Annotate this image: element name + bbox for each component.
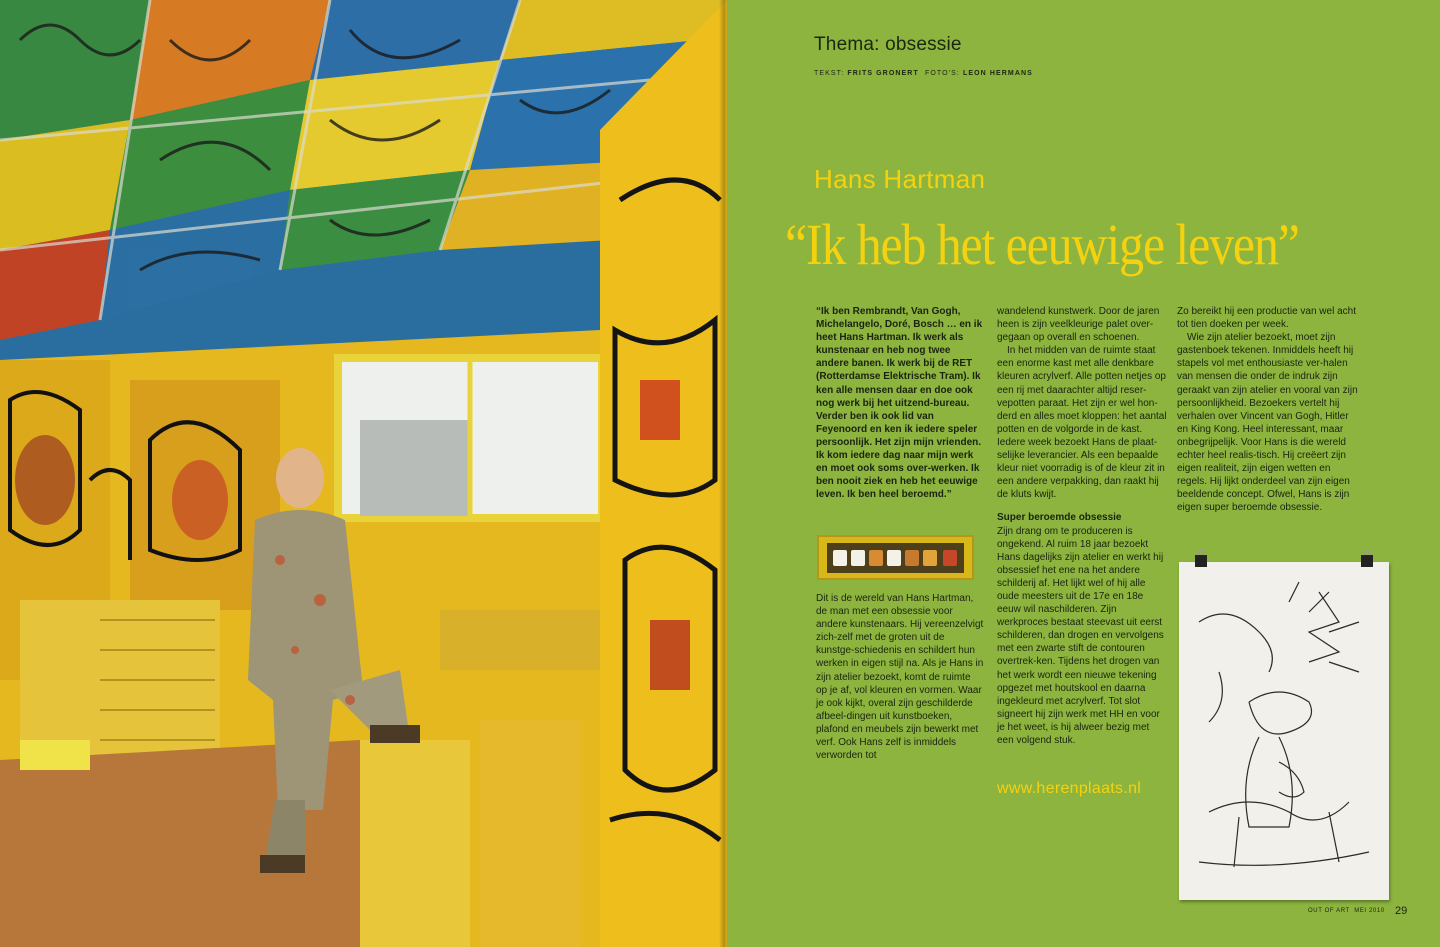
paragraph: wandelend kunstwerk. Door de jaren heen is zijn veelkleurige palet over-gegaan op overall en schoenen. bbox=[997, 306, 1160, 344]
byline-text-label: TEKST: bbox=[814, 70, 845, 77]
mug bbox=[833, 550, 847, 566]
issue-date: MEI 2010 bbox=[1354, 908, 1385, 914]
byline-photographer: LEON HERMANS bbox=[962, 70, 1033, 77]
byline-author: FRITS GRONERT bbox=[847, 70, 919, 77]
byline bbox=[814, 70, 1033, 77]
mug bbox=[905, 550, 919, 566]
mug bbox=[923, 550, 937, 566]
column-2 bbox=[997, 305, 1167, 747]
mug bbox=[887, 550, 901, 566]
headline: “Ik heb het eeuwige leven” bbox=[785, 212, 1299, 277]
paragraph: Wie zijn atelier bezoekt, moet zijn gastenboek tekenen. Inmiddels heeft hij stapels vol met enthousiaste ver-halen van mensen die onder de indruk zijn geraakt van zijn atelier en vooral van zijn persoonlijkheid. Bezoekers vertelt hij verhalen over Vincent van Gogh, Hitler en King Kong. Heel interessant, maar onbegrijpelijk. Voor Hans is die wereld echter heel realis-tisch. Hij creëert zijn eigen realiteit, zijn eigen wetten en regels. Hij lijkt onderdeel van zijn eigen beeldende concept. Ofwel, Hans is zijn eigen super beroemde obsessie. bbox=[1177, 332, 1358, 514]
intro-quote bbox=[816, 305, 984, 501]
page-number: 29 bbox=[1395, 905, 1408, 917]
mugs-shelf-photo bbox=[817, 535, 974, 580]
paragraph: Zijn drang om te produceren is ongekend. Al ruim 18 jaar bezoekt Hans dagelijks zijn atelier en werkt hij obsessief het ene na het andere schilderij af. Het lijkt wel of hij alle oude meesters uit de 17e en 18e eeuw wil naschilderen. Zijn werkproces bestaat steevast uit eerst schilderen, dan drogen en vervolgens met een zwarte stift de contouren overtrek-ken. Tijdens het drogen van het werk wordt een nieuwe tekening opgezet met houtskool en daarna ingekleurd met acrylverf. Tot slot signeert hij zijn werk met HH en voor je het weet, is hij alweer bezig met een volgend stuk. bbox=[997, 525, 1164, 746]
shelf-recess bbox=[827, 543, 964, 573]
mug bbox=[851, 550, 865, 566]
footer-magazine bbox=[1308, 908, 1385, 914]
paragraph: Dit is de wereld van Hans Hartman, de man met een obsessie voor andere kunstenaars. Hij vereenzelvigt zich-zelf met de groten uit de kunstge-schiedenis en schildert hun werken in eigen stijl na. Als je Hans in zijn atelier bezoekt, komt de ruimte op je af, vol kleuren en vormen. Waar je ook kijkt, overal zijn geschilderde afbeel-dingen uit kunstboeken, plafond en meubels zijn bewerkt met verf. Ook Hans zelf is inmiddels verworden tot bbox=[816, 593, 984, 762]
article-page bbox=[727, 0, 1440, 947]
mug bbox=[869, 550, 883, 566]
subheading: Super beroemde obsessie bbox=[997, 512, 1122, 524]
sketch-lines bbox=[1179, 562, 1389, 900]
binder-clip-icon bbox=[1359, 549, 1375, 567]
binder-clip-icon bbox=[1193, 549, 1209, 567]
paragraph: Zo bereikt hij een productie van wel acht tot tien doeken per week. bbox=[1177, 306, 1356, 331]
sketch-drawing-photo bbox=[1179, 562, 1389, 900]
intro-quote-text: “Ik ben Rembrandt, Van Gogh, Michelangelo, Doré, Bosch … en ik heet Hans Hartman. Ik werk als kunstenaar en heb nog twee andere banen. Ik werk bij de RET (Rotterdamse Elektrische Tram). Ik ken alle mensen daar en doe ook nog werk bij het uitzend-bureau. Verder ben ik ook lid van Feyenoord en ken ik iedere speler persoonlijk. Het zijn mijn vrienden. Ik kom iedere dag naar mijn werk en moet ook soms over-werken. Ik ben nooit ziek en heb het eeuwige leven. Ik ben heel beroemd.” bbox=[816, 306, 983, 501]
mug bbox=[943, 550, 957, 566]
subject-name: Hans Hartman bbox=[814, 164, 986, 194]
section-theme: Thema: obsessie bbox=[814, 34, 962, 55]
byline-photo-label: FOTO'S: bbox=[924, 70, 960, 77]
column-1-body bbox=[816, 592, 984, 762]
column-3 bbox=[1177, 305, 1359, 515]
magazine-name: OUT OF ART bbox=[1308, 908, 1350, 914]
paragraph: In het midden van de ruimte staat een enorme kast met alle denkbare kleuren acrylverf. Alle potten netjes op een rij met daarachter altijd reser-vepotten paraat. Het zijn er wel hon-derd en alles moet kloppen: het aantal potten en de volgorde in de kast. Iedere week bezoekt Hans de plaat-selijke leverancier. Als een bepaalde kleur niet voorradig is of de kleur zit in een andere verpakking, dan raakt hij de kluts kwijt. bbox=[997, 345, 1167, 501]
website-link[interactable]: www.herenplaats.nl bbox=[997, 780, 1142, 797]
